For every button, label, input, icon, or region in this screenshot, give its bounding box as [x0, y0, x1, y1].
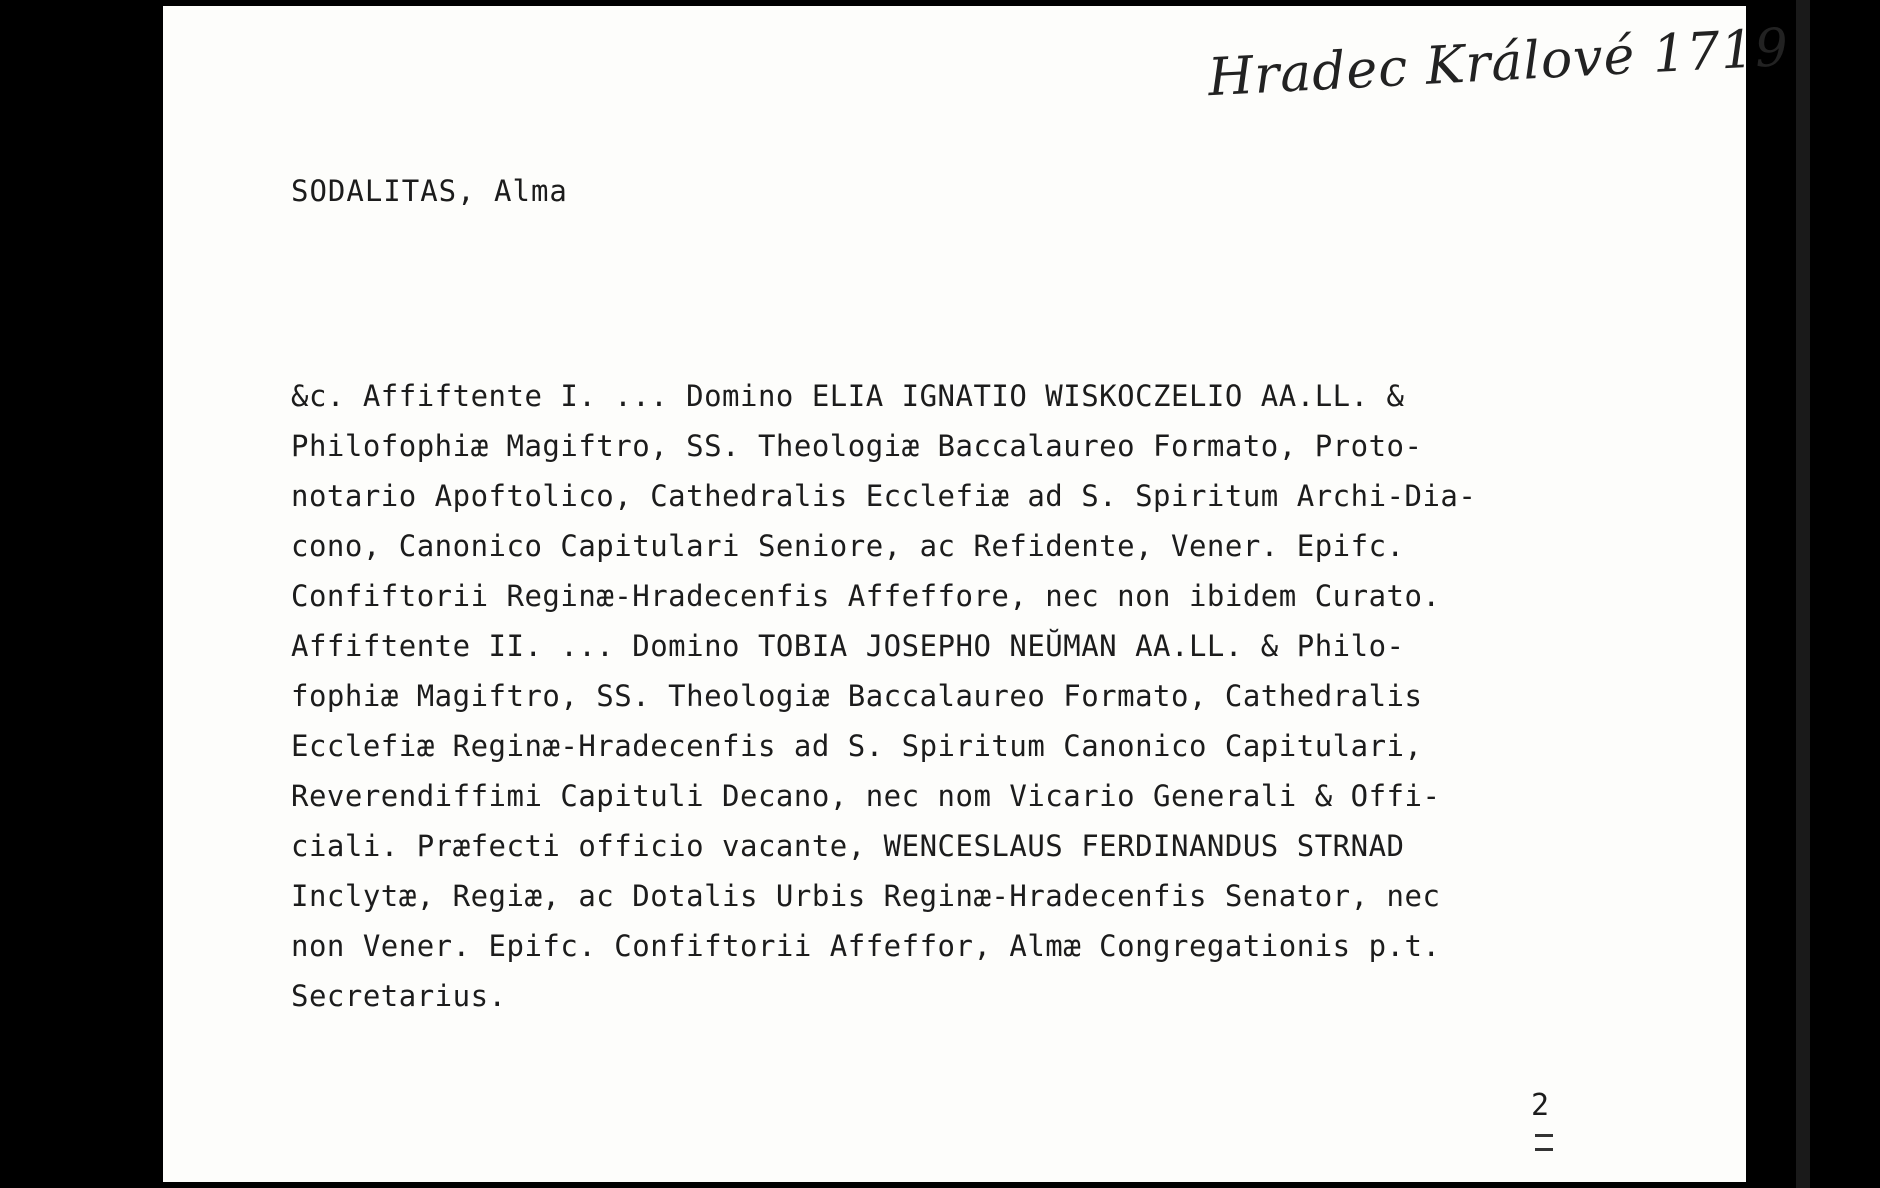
body-line: Inclytæ, Regiæ, ac Dotalis Urbis Reginæ-Hradecenfis Senator, nec — [291, 879, 1441, 913]
body-line: fophiæ Magiftro, SS. Theologiæ Baccalaureo Formato, Cathedralis — [291, 679, 1423, 713]
page-mark — [1535, 1134, 1553, 1137]
body-line: non Vener. Epifc. Confiftorii Affeffor, Almæ Congregationis p.t. — [291, 929, 1441, 963]
body-line: Reverendiffimi Capituli Decano, nec nom Vicario Generali & Offi- — [291, 779, 1441, 813]
page-mark — [1535, 1148, 1553, 1151]
body-line: Affiftente II. ... Domino TOBIA JOSEPHO NEŬMAN AA.LL. & Philo- — [291, 629, 1405, 663]
body-line: Confiftorii Reginæ-Hradecenfis Affeffore, nec non ibidem Curato. — [291, 579, 1441, 613]
body-line: notario Apoftolico, Cathedralis Ecclefiæ ad S. Spiritum Archi-Dia- — [291, 479, 1477, 513]
handwritten-note: Hradec Králové 1719 — [1206, 17, 1791, 109]
body-line: &c. Affiftente I. ... Domino ELIA IGNATIO WISKOCZELIO AA.LL. & — [291, 379, 1405, 413]
scan-edge — [1796, 0, 1810, 1188]
body-line: ciali. Præfecti officio vacante, WENCESLAUS FERDINANDUS STRNAD — [291, 829, 1405, 863]
page-number: 2 — [1531, 1088, 1550, 1123]
body-line: Philofophiæ Magiftro, SS. Theologiæ Baccalaureo Formato, Proto- — [291, 429, 1423, 463]
body-line: Ecclefiæ Reginæ-Hradecenfis ad S. Spiritum Canonico Capitulari, — [291, 729, 1423, 763]
card-body-text — [291, 371, 1711, 1021]
card-heading: SODALITAS, Alma — [291, 174, 568, 208]
body-line: Secretarius. — [291, 979, 507, 1013]
body-line: cono, Canonico Capitulari Seniore, ac Refidente, Vener. Epifc. — [291, 529, 1405, 563]
catalog-card — [163, 6, 1791, 1182]
